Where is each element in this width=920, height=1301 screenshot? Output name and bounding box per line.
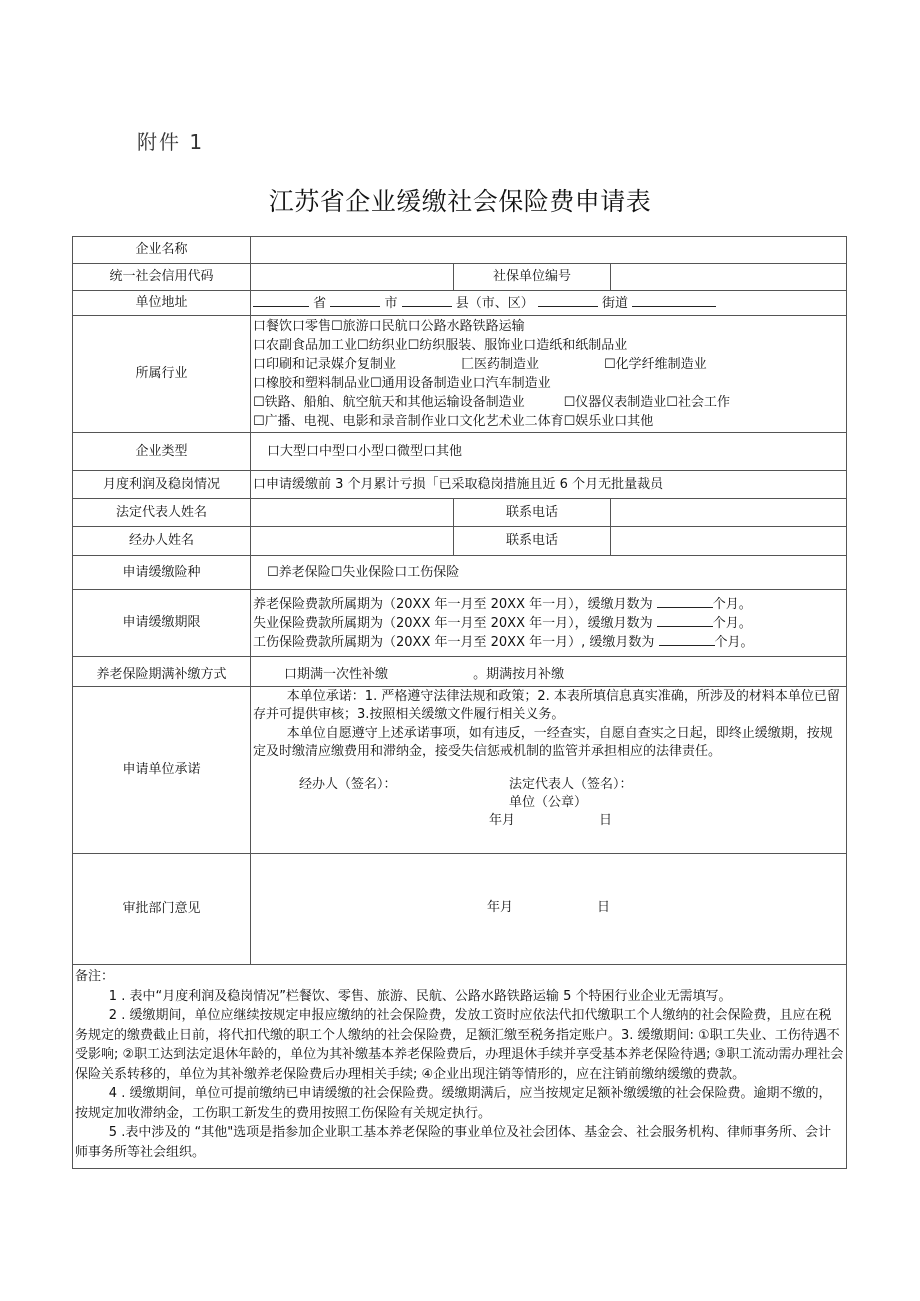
- repay-monthly-option[interactable]: 。期满按月补缴: [473, 667, 565, 683]
- deferral-period-label: 申请缓缴期限: [73, 590, 251, 657]
- detail-blank[interactable]: [632, 294, 716, 307]
- address-field[interactable]: [251, 291, 847, 316]
- row-company-type: [73, 433, 847, 471]
- months-suffix: 个月。: [712, 596, 752, 612]
- repay-lump-sum-option[interactable]: 口期满一次性补缴: [284, 667, 389, 683]
- note-item: 5 .表中涉及的 “其他"选项是指参加企业职工基本养老保险的事业单位及社会团体、基金会、社会服务机构、律师事务所、会计师事务所等社会组织。: [75, 1125, 832, 1160]
- row-address: [73, 291, 847, 316]
- row-notes: [73, 965, 847, 1169]
- deferral-period-lines: [251, 590, 847, 657]
- row-deferral-period: [73, 590, 847, 657]
- social-security-no-field[interactable]: [611, 264, 847, 291]
- row-pension-repay: [73, 657, 847, 687]
- commitment-para-2: 本单位自愿遵守上述承诺事项，如有违反，一经查实，自愿自查实之日起，即终止缓缴期，按规定及时缴清应缴费用和滞纳金，接受失信惩戒机制的监管并承担相应的法律责任。: [253, 726, 833, 759]
- injury-period-text: 工伤保险费款所属期为（20XX 年一月至 20XX 年一月）, 缓缴月数为: [253, 634, 655, 650]
- signature-area: [253, 776, 842, 846]
- injury-months-blank[interactable]: [659, 633, 715, 646]
- company-type-options[interactable]: 口大型口中型口小型口微型口其他: [251, 433, 847, 471]
- industry-line[interactable]: ☐铁路、船舶、航空航天和其他运输设备制造业 ☐仪器仪表制造业☐社会工作: [253, 395, 730, 410]
- row-insurance-types: [73, 556, 847, 590]
- profit-status-options[interactable]: 口申请缓缴前 3 个月累计亏损「已采取稳岗措施且近 6 个月无批量裁员: [251, 471, 847, 499]
- profit-status-label: 月度利润及稳岗情况: [73, 471, 251, 499]
- note-item: 4 . 缓缴期间，单位可提前缴纳已申请缓缴的社会保险费。缓缴期满后，应当按规定足额补缴缓缴的社会保险费。逾期不缴的，按规定加收滞纳金，工伤职工新发生的费用按照工伤保险有关规定执行。: [75, 1086, 832, 1121]
- injury-period-line: [253, 633, 846, 652]
- industry-options[interactable]: [251, 316, 847, 433]
- handler-phone-field[interactable]: [611, 527, 847, 556]
- unemployment-period-text: 失业保险费款所属期为（20XX 年一月至 20XX 年一月），缓缴月数为: [253, 615, 653, 631]
- legal-rep-phone-label: 联系电话: [454, 499, 611, 527]
- industry-line[interactable]: 口橡胶和塑料制品业☐通用设备制造业口汽车制造业: [253, 376, 551, 391]
- address-label: 单位地址: [73, 291, 251, 316]
- row-profit-status: [73, 471, 847, 499]
- row-industry: [73, 316, 847, 433]
- industry-line[interactable]: 口印刷和记录媒介复制业 匚医药制造业 ☐化学纤维制造业: [253, 357, 707, 372]
- province-suffix: 省: [313, 295, 327, 311]
- approval-content[interactable]: [251, 854, 847, 965]
- company-type-label: 企业类型: [73, 433, 251, 471]
- street-blank[interactable]: [538, 294, 598, 307]
- handler-field[interactable]: [251, 527, 454, 556]
- commitment-content: [251, 687, 847, 854]
- notes-section: [73, 965, 847, 1169]
- industry-line[interactable]: ☐广播、电视、电影和录音制作业口文化艺术业二体育☐娱乐业口其他: [253, 414, 654, 429]
- commitment-date-ym: 年月: [489, 813, 516, 829]
- city-suffix: 市: [384, 295, 398, 311]
- pension-months-blank[interactable]: [657, 595, 713, 608]
- legal-rep-label: 法定代表人姓名: [73, 499, 251, 527]
- credit-code-field[interactable]: [251, 264, 454, 291]
- social-security-no-label: 社保单位编号: [454, 264, 611, 291]
- pension-period-line: [253, 595, 846, 614]
- legal-rep-field[interactable]: [251, 499, 454, 527]
- insurance-types-options[interactable]: ☐养老保险☐失业保险口工伤保险: [251, 556, 847, 590]
- company-seal-label: 单位（公章）: [509, 795, 588, 811]
- industry-line[interactable]: 口餐饮口零售☐旅游口民航口公路水路铁路运输: [253, 319, 525, 334]
- city-blank[interactable]: [330, 294, 380, 307]
- credit-code-label: 统一社会信用代码: [73, 264, 251, 291]
- row-legal-rep: [73, 499, 847, 527]
- handler-phone-label: 联系电话: [454, 527, 611, 556]
- industry-label: 所属行业: [73, 316, 251, 433]
- form-title: 江苏省企业缓缴社会保险费申请表: [268, 187, 652, 216]
- approval-label: 审批部门意见: [73, 854, 251, 965]
- attachment-label: 附件 1: [137, 130, 205, 154]
- approval-date-ym: 年月: [487, 900, 514, 915]
- commitment-date-d: 日: [599, 813, 613, 829]
- row-approval: [73, 854, 847, 965]
- months-suffix: 个月。: [712, 615, 752, 631]
- handler-signature-label: 经办人（签名）：: [299, 777, 397, 793]
- handler-label: 经办人姓名: [73, 527, 251, 556]
- note-item: 1 . 表中“月度利润及稳岗情况”栏餐饮、零售、旅游、民航、公路水路铁路运输 5 个特困行业企业无需填写。: [108, 988, 732, 1004]
- county-suffix: 县（市、区）: [455, 295, 534, 311]
- row-company-name: [73, 237, 847, 264]
- pension-period-text: 养老保险费款所属期为（20XX 年一月至 20XX 年一月），缓缴月数为: [253, 596, 653, 612]
- insurance-types-label: 申请缓缴险种: [73, 556, 251, 590]
- legal-rep-signature-label: 法定代表人（签名）：: [509, 777, 633, 793]
- commitment-para-1: 本单位承诺：1. 严格遵守法律法规和政策；2. 本表所填信息真实准确，所涉及的材料本单位已留存并可提供审核；3.按照相关缓缴文件履行相关义务。: [253, 689, 840, 722]
- application-form-table: [72, 236, 847, 1169]
- industry-line[interactable]: 口农副食品加工业☐纺织业☐纺织服装、服饰业口造纸和纸制品业: [253, 338, 628, 353]
- company-name-label: 企业名称: [73, 237, 251, 264]
- note-item: 2 . 缓缴期间，单位应继续按规定申报应缴纳的社会保险费，发放工资时应依法代扣代缴职工个人缴纳的社会保险费，且应在税务规定的缴费截止日前，将代扣代缴的职工个人缴纳的社会保险费，足额汇缴至税务指定账户。3. 缓缴期间: ①职工失业、工伤待遇不受影响; ②职工达到法定退休年龄的，单位为其补缴基本养老保险费后，办理退休手续并享受基本养老保险待遇; ③职工流动需办理社会保险关系转移的，单位为其补缴养老保险费后办理相关手续; ④企业出现注销等情形的，应在注销前缴纳缓缴的费款。: [75, 1008, 844, 1082]
- legal-rep-phone-field[interactable]: [611, 499, 847, 527]
- province-blank[interactable]: [253, 294, 309, 307]
- row-credit-code: [73, 264, 847, 291]
- months-suffix: 个月。: [714, 634, 754, 650]
- commitment-label: 申请单位承诺: [73, 687, 251, 854]
- county-blank[interactable]: [402, 294, 452, 307]
- street-suffix: 街道: [602, 295, 629, 311]
- approval-date-d: 日: [597, 900, 611, 915]
- notes-title: 备注：: [75, 969, 115, 984]
- pension-repay-options: [251, 657, 847, 687]
- unemployment-period-line: [253, 614, 846, 633]
- pension-repay-label: 养老保险期满补缴方式: [73, 657, 251, 687]
- row-commitment: [73, 687, 847, 854]
- approval-date: [251, 899, 846, 919]
- row-handler: [73, 527, 847, 556]
- company-name-field[interactable]: [251, 237, 847, 264]
- unemployment-months-blank[interactable]: [657, 614, 713, 627]
